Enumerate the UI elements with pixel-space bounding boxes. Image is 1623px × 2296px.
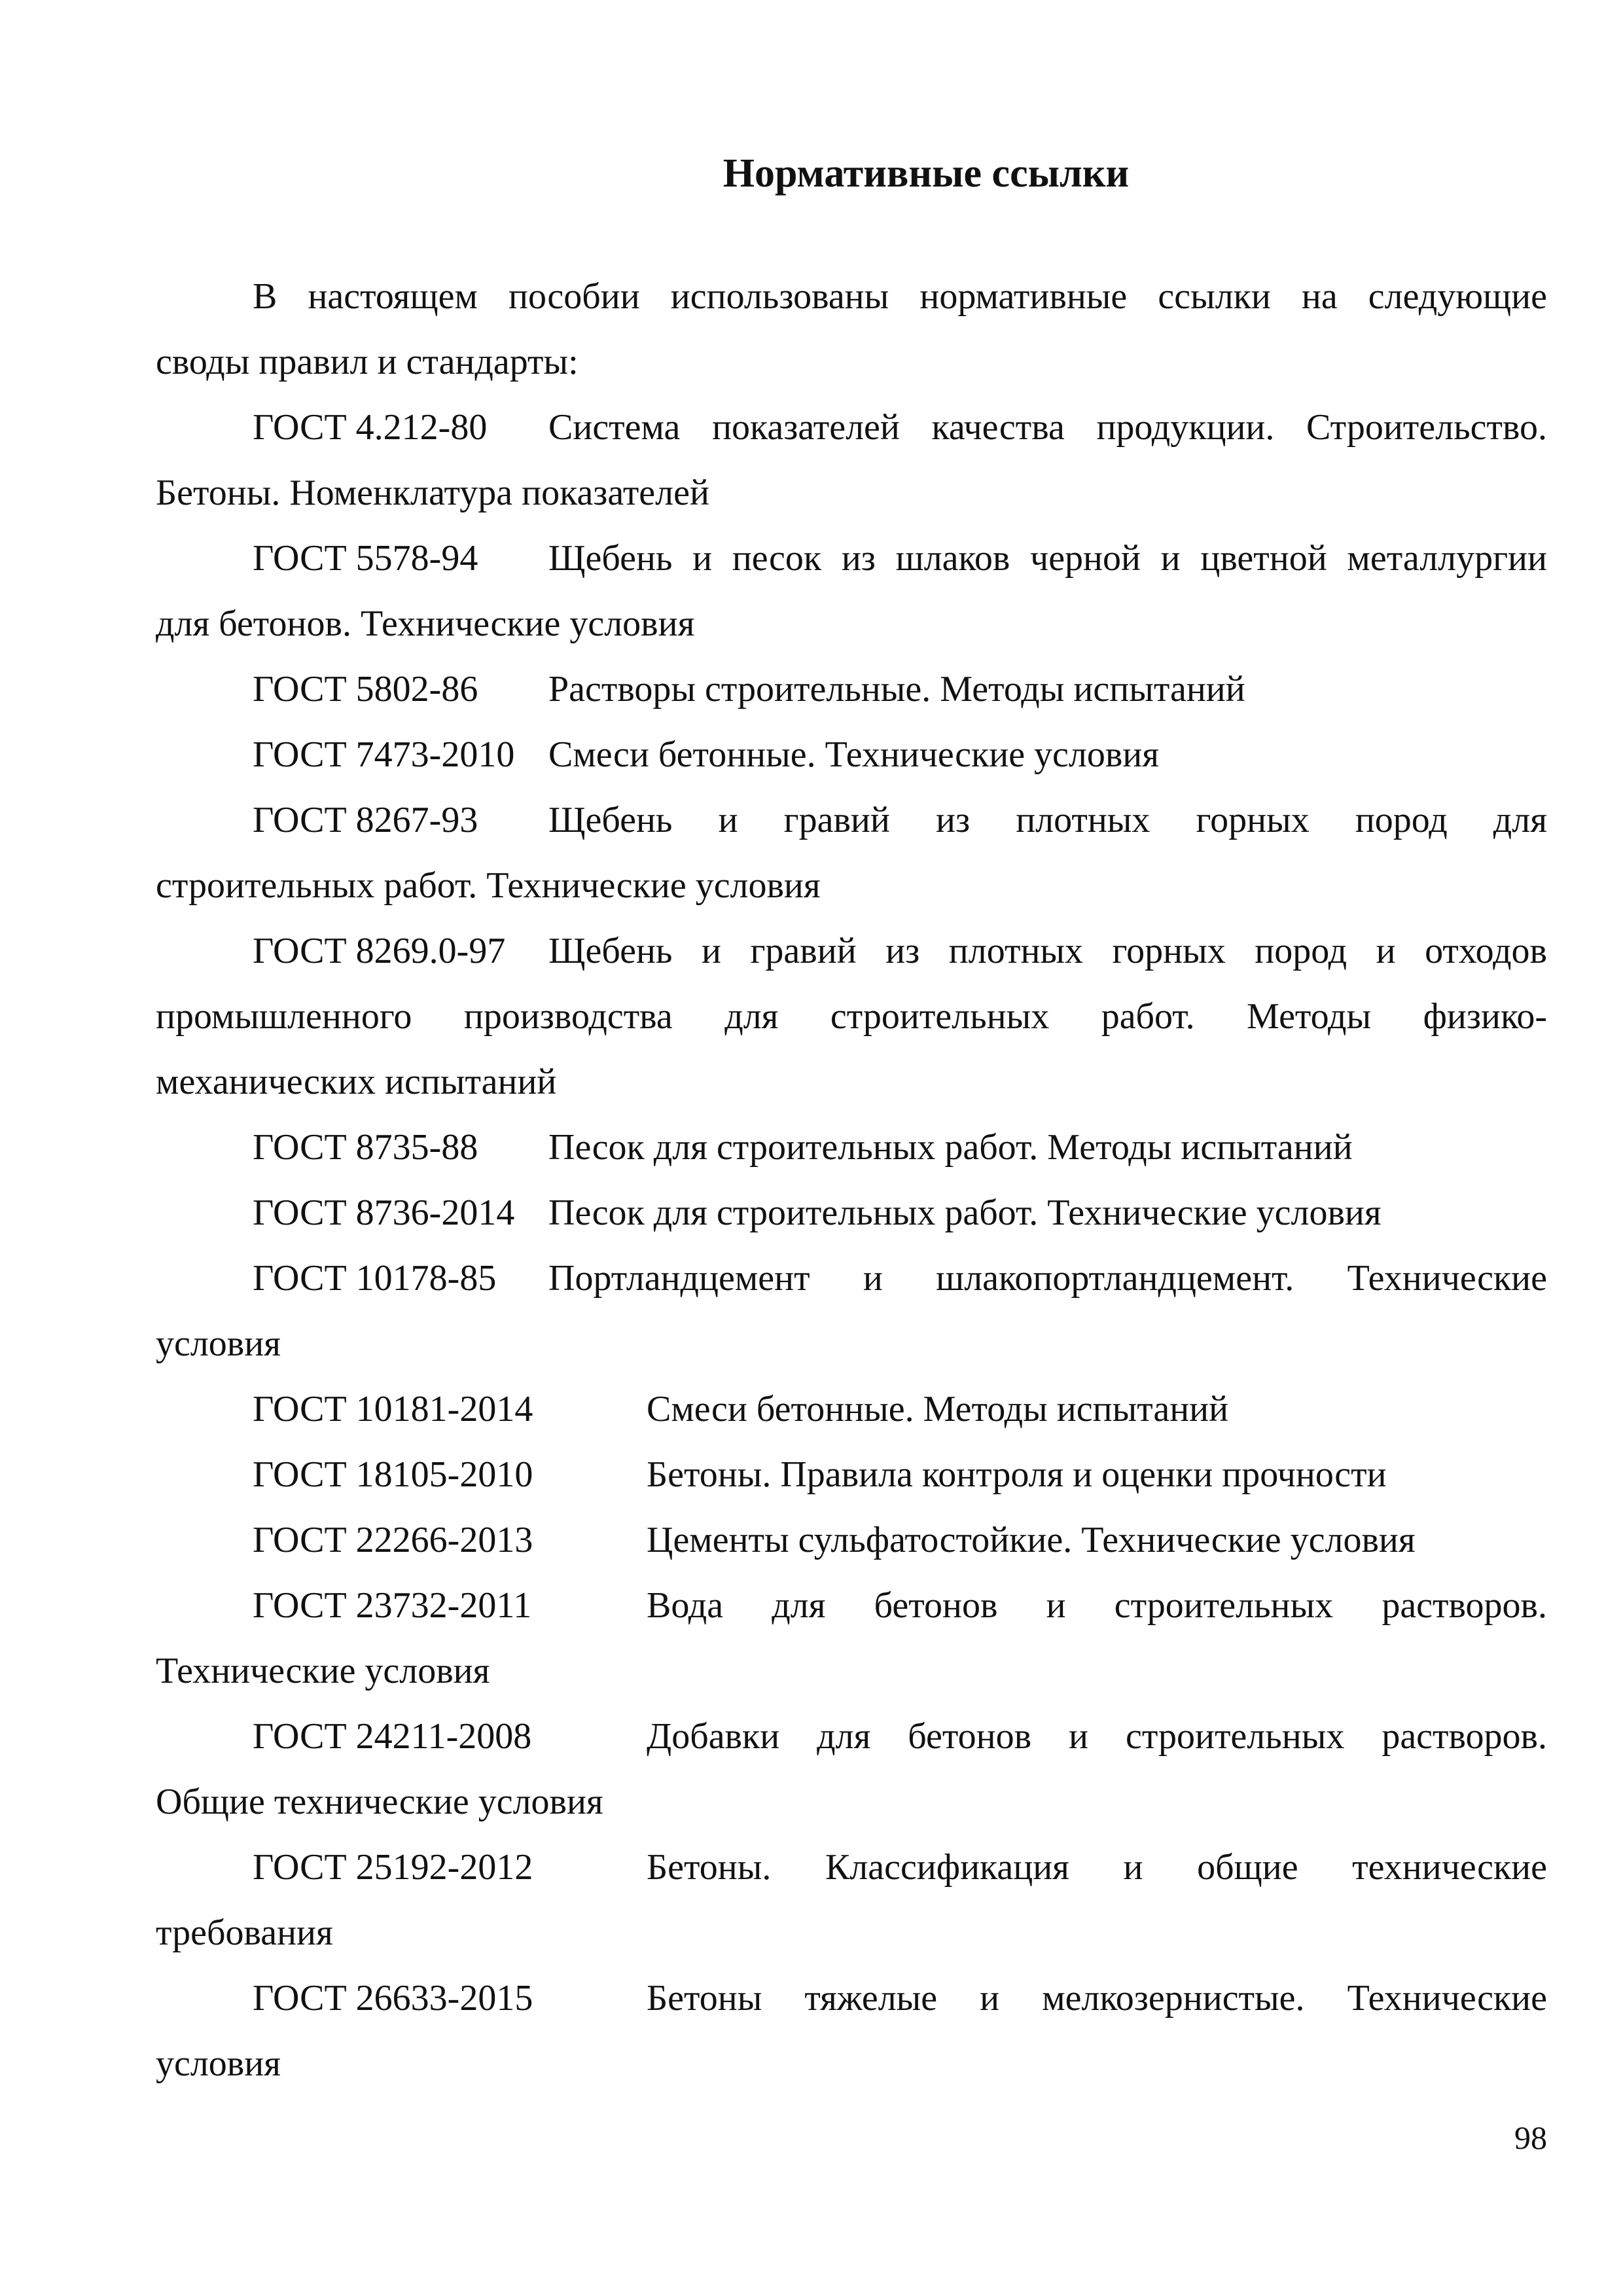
reference-code: ГОСТ 24211-2008 <box>253 1716 532 1757</box>
reference-continuation: Технические условия <box>156 1651 490 1691</box>
reference-description: Бетоны. Классификация и общие технические <box>647 1847 1547 1888</box>
reference-description: Смеси бетонные. Технические условия <box>548 734 1160 775</box>
reference-entry <box>156 1965 1547 2096</box>
reference-continuation: для бетонов. Технические условия <box>156 603 695 644</box>
page-title: Нормативные ссылки <box>722 151 1130 196</box>
reference-description: Песок для строительных работ. Методы испытаний <box>548 1127 1353 1168</box>
reference-description: Смеси бетонные. Методы испытаний <box>647 1389 1229 1429</box>
reference-continuation: Общие технические условия <box>156 1782 603 1822</box>
reference-continuation: условия <box>156 1323 281 1364</box>
reference-entry <box>156 1442 1547 1507</box>
reference-description: Щебень и гравий из плотных горных пород и отходов <box>548 931 1547 971</box>
reference-continuation: промышленного производства для строительных работ. Методы физико- <box>156 996 1547 1037</box>
reference-code: ГОСТ 18105-2010 <box>253 1454 533 1495</box>
intro-line-2: своды правил и стандарты: <box>156 342 579 382</box>
reference-continuation: условия <box>156 2043 281 2084</box>
reference-entry <box>156 1376 1547 1442</box>
reference-entry <box>156 1246 1547 1376</box>
intro-line-1: В настоящем пособии использованы нормативные ссылки на следующие <box>253 276 1547 317</box>
reference-code: ГОСТ 7473-2010 <box>253 734 515 775</box>
reference-code: ГОСТ 22266-2013 <box>253 1520 533 1560</box>
reference-continuation: механических испытаний <box>156 1062 557 1102</box>
reference-entry <box>156 656 1547 722</box>
reference-code: ГОСТ 8736-2014 <box>253 1193 515 1233</box>
reference-entry <box>156 1180 1547 1246</box>
reference-code: ГОСТ 10181-2014 <box>253 1389 533 1429</box>
reference-description: Бетоны. Правила контроля и оценки прочности <box>647 1454 1387 1495</box>
references-list <box>156 395 1547 2096</box>
reference-description: Щебень и песок из шлаков черной и цветной металлургии <box>548 538 1547 579</box>
reference-entry <box>156 722 1547 787</box>
reference-description: Портландцемент и шлакопортландцемент. Технические <box>548 1258 1547 1299</box>
reference-description: Песок для строительных работ. Технические условия <box>548 1193 1382 1233</box>
reference-entry <box>156 1573 1547 1704</box>
reference-description: Система показателей качества продукции. Строительство. <box>548 407 1547 448</box>
reference-code: ГОСТ 10178-85 <box>253 1258 497 1299</box>
reference-code: ГОСТ 8267-93 <box>253 800 478 840</box>
intro-paragraph <box>156 264 1547 395</box>
reference-description: Добавки для бетонов и строительных растворов. <box>647 1716 1547 1757</box>
reference-entry <box>156 1704 1547 1835</box>
reference-code: ГОСТ 8269.0-97 <box>253 931 506 971</box>
reference-code: ГОСТ 5578-94 <box>253 538 478 579</box>
reference-entry <box>156 395 1547 526</box>
reference-code: ГОСТ 23732-2011 <box>253 1585 532 1626</box>
reference-entry <box>156 526 1547 656</box>
reference-code: ГОСТ 4.212-80 <box>253 407 488 448</box>
reference-continuation: Бетоны. Номенклатура показателей <box>156 473 709 513</box>
reference-description: Бетоны тяжелые и мелкозернистые. Технические <box>647 1978 1547 2018</box>
reference-code: ГОСТ 26633-2015 <box>253 1978 533 2018</box>
page-number: 98 <box>1514 2119 1547 2156</box>
reference-entry <box>156 1507 1547 1573</box>
reference-description: Растворы строительные. Методы испытаний <box>548 669 1245 709</box>
reference-entry <box>156 1835 1547 1965</box>
reference-continuation: строительных работ. Технические условия <box>156 865 821 906</box>
reference-entry <box>156 1115 1547 1180</box>
reference-code: ГОСТ 5802-86 <box>253 669 478 709</box>
reference-code: ГОСТ 25192-2012 <box>253 1847 533 1888</box>
reference-entry <box>156 918 1547 1115</box>
reference-entry <box>156 787 1547 918</box>
reference-continuation: требования <box>156 1912 333 1953</box>
reference-description: Щебень и гравий из плотных горных пород для <box>548 800 1547 840</box>
reference-description: Вода для бетонов и строительных растворов. <box>647 1585 1547 1626</box>
reference-description: Цементы сульфатостойкие. Технические условия <box>647 1520 1416 1560</box>
reference-code: ГОСТ 8735-88 <box>253 1127 478 1168</box>
